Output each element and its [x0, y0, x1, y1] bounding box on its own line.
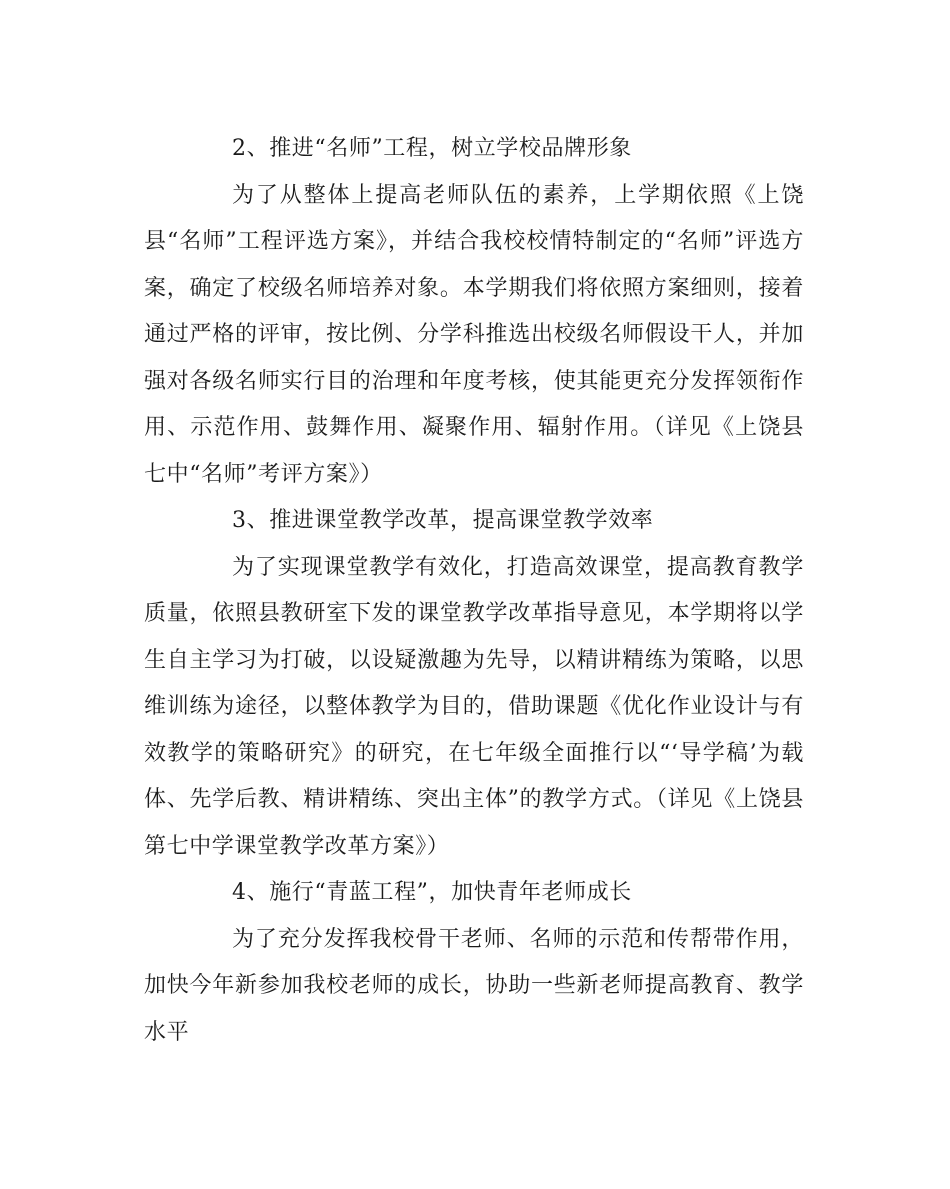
section-heading-4: 4、施行“青蓝工程”，加快青年老师成长	[232, 880, 632, 905]
section-heading-2: 2、推进“名师”工程，树立学校品牌形象	[232, 136, 632, 161]
section-paragraph-3: 为了实现课堂教学有效化，打造高效课堂，提高教育教学质量，依照县教研室下发的课堂教学改革指导意见，本学期将以学生自主学习为打破，以设疑激趣为先导，以精讲精练为策略，以思维训练为途径，以整体教学为目的，借助课题《优化作业设计与有效教学的策略研究》的研究，在七年级全面推行以“‘导学稿’为载体、先学后教、精讲精练、突出主体”的教学方式。（详见《上饶县第七中学课堂教学改革方案》）	[144, 554, 804, 859]
section-heading-3: 3、推进课堂教学改革，提高课堂教学效率	[232, 508, 654, 533]
document-body	[144, 126, 804, 1056]
section-paragraph-4: 为了充分发挥我校骨干老师、名师的示范和传帮带作用，加快今年新参加我校老师的成长，协助一些新老师提高教育、教学水平	[144, 926, 804, 1045]
section-paragraph-2: 为了从整体上提高老师队伍的素养，上学期依照《上饶县“名师”工程评选方案》，并结合我校校情特制定的“名师”评选方案，确定了校级名师培养对象。本学期我们将依照方案细则，接着通过严格的评审，按比例、分学科推选出校级名师假设干人，并加强对各级名师实行目的治理和年度考核，使其能更充分发挥领衔作用、示范作用、鼓舞作用、凝聚作用、辐射作用。（详见《上饶县七中“名师”考评方案》）	[144, 182, 804, 487]
